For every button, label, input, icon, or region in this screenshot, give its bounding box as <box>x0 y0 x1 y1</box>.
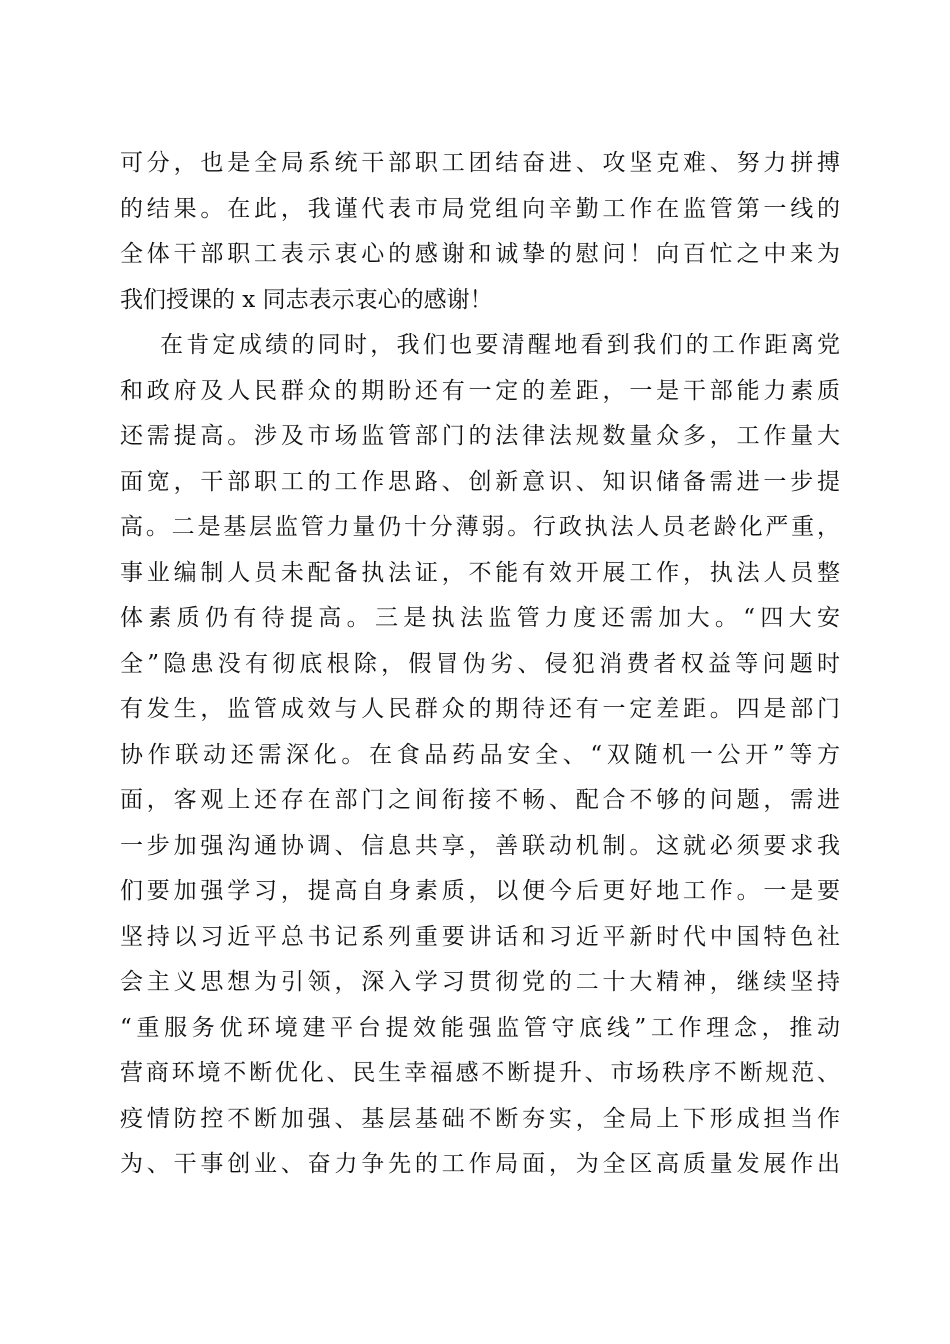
text-line: 会主义思想为引领，深入学习贯彻党的二十大精神，继续坚持 <box>120 969 840 995</box>
text-line: 体素质仍有待提高。三是执法监管力度还需加大。“四大安 <box>120 605 840 631</box>
paragraph-2 <box>120 323 840 1188</box>
text-line: 全”隐患没有彻底根除，假冒伪劣、侵犯消费者权益等问题时 <box>120 650 840 677</box>
text-line: 还需提高。涉及市场监管部门的法律法规数量众多，工作量大 <box>120 423 840 449</box>
text-line: “重服务优环境建平台提效能强监管守底线”工作理念，推动 <box>120 1014 840 1041</box>
text-line: 面，客观上还存在部门之间衔接不畅、配合不够的问题，需进 <box>120 787 840 813</box>
text-line: 有发生，监管成效与人民群众的期待还有一定差距。四是部门 <box>120 696 840 722</box>
text-line: 在肯定成绩的同时，我们也要清醒地看到我们的工作距离党 <box>160 332 840 358</box>
text-line: 协作联动还需深化。在食品药品安全、“双随机一公开”等方 <box>120 741 840 768</box>
text-line: 一步加强沟通协调、信息共享，善联动机制。这就必须要求我 <box>120 832 840 859</box>
text-line: 的结果。在此，我谨代表市局党组向辛勤工作在监管第一线的 <box>120 195 840 222</box>
text-line: 事业编制人员未配备执法证，不能有效开展工作，执法人员整 <box>120 559 840 586</box>
text-line: 为、干事创业、奋力争先的工作局面，为全区高质量发展作出 <box>120 1151 840 1177</box>
text-line: 可分，也是全局系统干部职工团结奋进、攻坚克难、努力拼搏 <box>120 150 840 176</box>
text-line: 营商环境不断优化、民生幸福感不断提升、市场秩序不断规范、 <box>120 1060 840 1086</box>
text-line: 全体干部职工表示衷心的感谢和诚挚的慰问！向百忙之中来为 <box>120 241 840 267</box>
text-line: 高。二是基层监管力量仍十分薄弱。行政执法人员老龄化严重， <box>120 514 840 540</box>
paragraph-1 <box>120 141 840 323</box>
text-line: 疫情防控不断加强、基层基础不断夯实，全局上下形成担当作 <box>120 1105 840 1132</box>
text-line: 们要加强学习，提高自身素质，以便今后更好地工作。一是要 <box>120 878 840 904</box>
text-line: 面宽，干部职工的工作思路、创新意识、知识储备需进一步提 <box>120 468 840 495</box>
body-text <box>120 141 840 1188</box>
text-line: 坚持以习近平总书记系列重要讲话和习近平新时代中国特色社 <box>120 923 840 950</box>
text-line: 和政府及人民群众的期盼还有一定的差距，一是干部能力素质 <box>120 377 840 404</box>
text-line: 我们授课的 x 同志表示衷心的感谢！ <box>120 286 493 313</box>
